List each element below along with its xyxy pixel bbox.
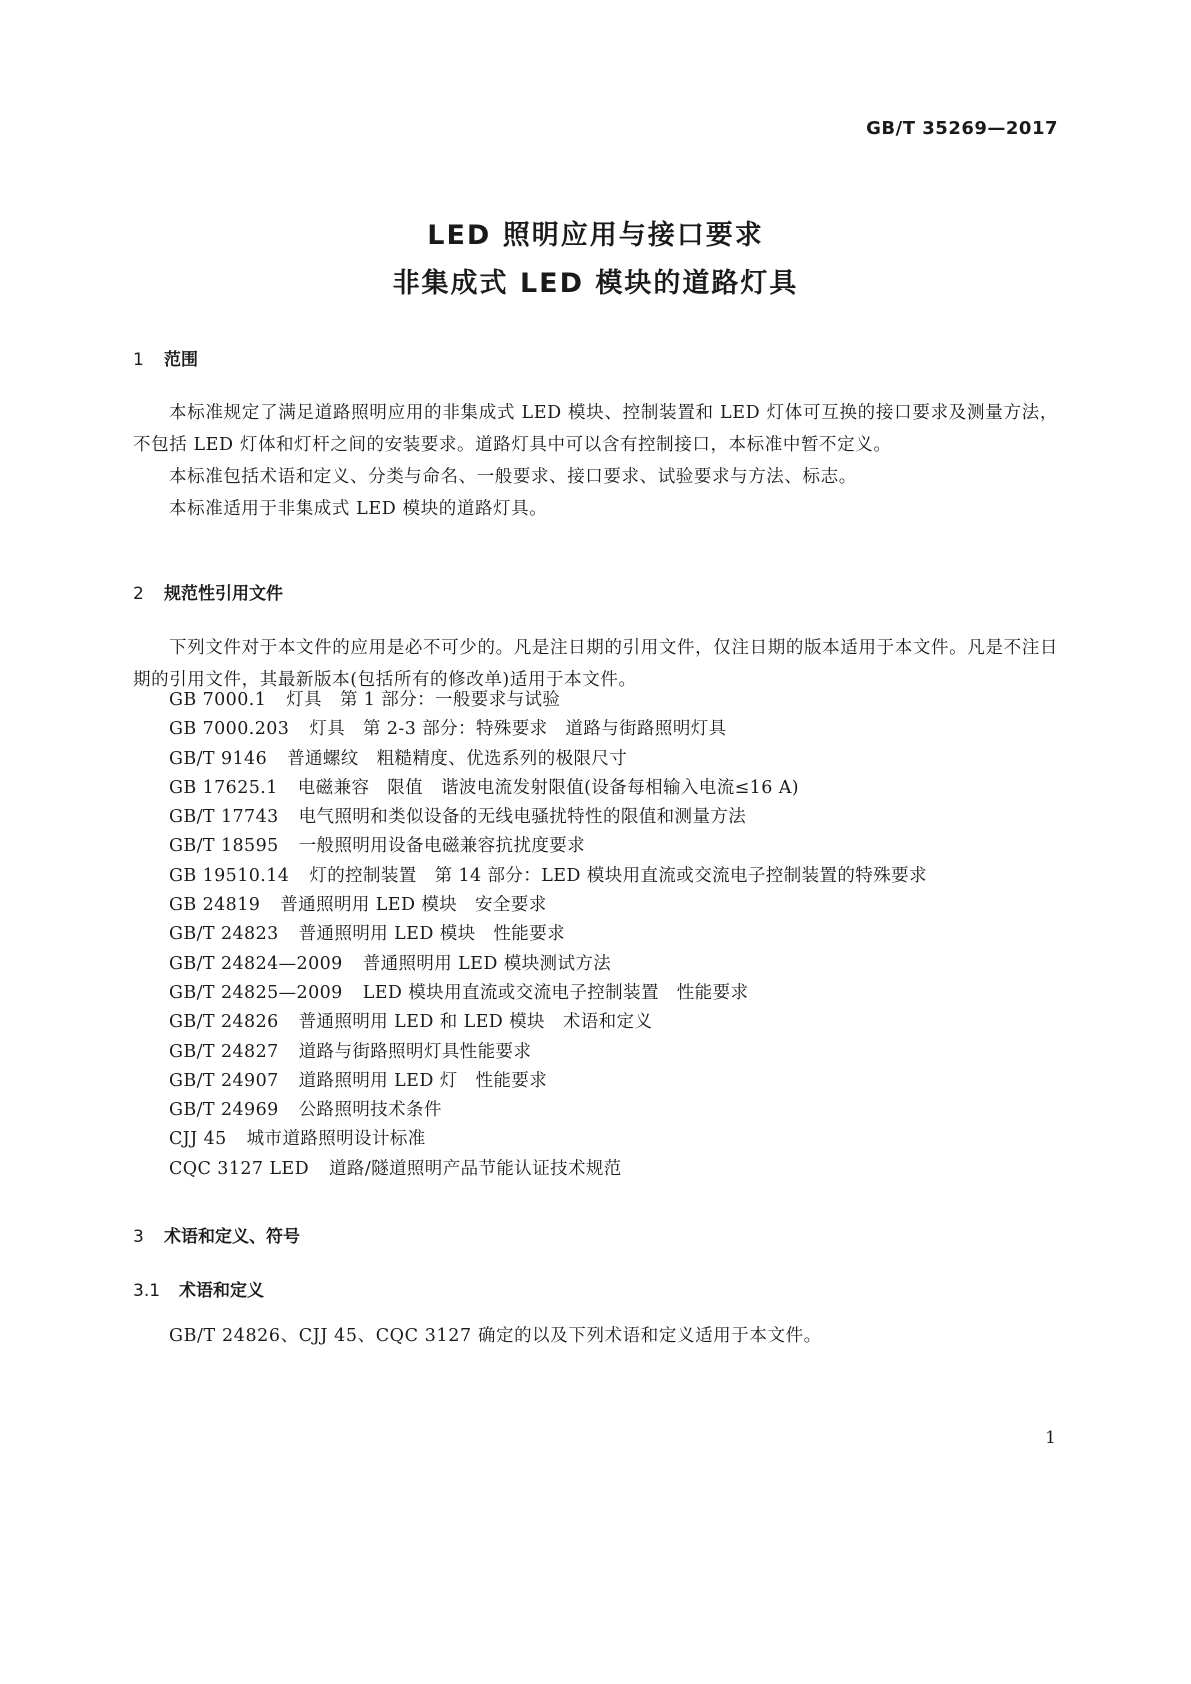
section-title: 规范性引用文件 [164, 584, 283, 604]
page-number: 1 [1045, 1428, 1056, 1448]
reference-list [169, 686, 1049, 1184]
reference-code: GB/T 24826 [169, 1012, 279, 1033]
reference-title: 一般照明用设备电磁兼容抗扰度要求 [298, 836, 586, 857]
section-title: 术语和定义、符号 [164, 1227, 300, 1247]
reference-code: GB 19510.14 [169, 865, 290, 886]
section-number: 3 [133, 1227, 144, 1247]
section-3-1-heading [133, 1276, 264, 1301]
reference-item [169, 950, 1049, 979]
reference-item [169, 832, 1049, 861]
section-number: 1 [133, 350, 144, 370]
reference-title: 普通照明用 LED 模块测试方法 [362, 953, 612, 974]
section-2-heading [133, 579, 283, 604]
reference-item [169, 979, 1049, 1008]
standard-code: GB/T 35269—2017 [866, 118, 1058, 139]
reference-code: CJJ 45 [169, 1129, 227, 1150]
section-3-heading [133, 1222, 300, 1247]
reference-code: GB/T 9146 [169, 748, 268, 769]
reference-code: GB 17625.1 [169, 777, 278, 798]
reference-title: 灯具 第 2-3 部分：特殊要求 道路与街路照明灯具 [309, 719, 727, 740]
reference-code: GB/T 24825—2009 [169, 982, 343, 1003]
reference-title: 道路照明用 LED 灯 性能要求 [298, 1070, 548, 1091]
reference-code: GB/T 24969 [169, 1100, 279, 1121]
reference-code: GB/T 24823 [169, 924, 279, 945]
paragraph: GB/T 24826、CJJ 45、CQC 3127 确定的以及下列术语和定义适用于本文件。 [169, 1326, 822, 1346]
paragraph: 下列文件对于本文件的应用是必不可少的。凡是注日期的引用文件，仅注日期的版本适用于本文件。凡是不注日期的引用文件，其最新版本(包括所有的修改单)适用于本文件。 [133, 638, 1058, 690]
reference-code: GB/T 17743 [169, 807, 279, 828]
section-1-body [133, 397, 1058, 525]
reference-code: GB/T 24827 [169, 1041, 279, 1062]
reference-title: 普通照明用 LED 模块 性能要求 [298, 924, 566, 945]
document-title [0, 212, 1191, 308]
reference-title: 普通照明用 LED 和 LED 模块 术语和定义 [298, 1012, 653, 1033]
reference-item [169, 745, 1049, 774]
reference-item [169, 686, 1049, 715]
paragraph: 本标准规定了满足道路照明应用的非集成式 LED 模块、控制装置和 LED 灯体可互换的接口要求及测量方法，不包括 LED 灯体和灯杆之间的安装要求。道路灯具中可以含有控制接口，本标准中暂不定义。 [133, 403, 1058, 455]
reference-title: 电气照明和类似设备的无线电骚扰特性的限值和测量方法 [298, 807, 747, 828]
reference-item [169, 1067, 1049, 1096]
reference-title: 公路照明技术条件 [298, 1100, 442, 1121]
reference-item [169, 891, 1049, 920]
reference-item [169, 1096, 1049, 1125]
reference-item [169, 920, 1049, 949]
reference-item [169, 1125, 1049, 1154]
reference-title: 道路/隧道照明产品节能认证技术规范 [329, 1158, 622, 1179]
reference-title: 普通螺纹 粗糙精度、优选系列的极限尺寸 [287, 748, 628, 769]
reference-title: 普通照明用 LED 模块 安全要求 [280, 895, 547, 916]
reference-item [169, 1008, 1049, 1037]
reference-title: LED 模块用直流或交流电子控制装置 性能要求 [362, 982, 749, 1003]
reference-item [169, 715, 1049, 744]
reference-item [169, 862, 1049, 891]
paragraph: 本标准适用于非集成式 LED 模块的道路灯具。 [169, 499, 548, 519]
reference-code: GB 7000.1 [169, 690, 267, 710]
reference-title: 城市道路照明设计标准 [246, 1129, 426, 1150]
reference-code: GB/T 18595 [169, 836, 279, 857]
reference-code: GB 7000.203 [169, 719, 290, 740]
reference-item [169, 774, 1049, 803]
section-title: 范围 [164, 350, 198, 370]
reference-item [169, 1038, 1049, 1067]
reference-code: GB/T 24907 [169, 1070, 279, 1091]
title-line-1: LED 照明应用与接口要求 [427, 220, 764, 251]
paragraph: 本标准包括术语和定义、分类与命名、一般要求、接口要求、试验要求与方法、标志。 [169, 467, 857, 487]
section-number: 3.1 [133, 1281, 161, 1301]
reference-title: 电磁兼容 限值 谐波电流发射限值(设备每相输入电流≤16 A) [297, 777, 799, 798]
reference-title: 灯的控制装置 第 14 部分：LED 模块用直流或交流电子控制装置的特殊要求 [309, 865, 927, 886]
section-title: 术语和定义 [179, 1281, 264, 1301]
section-1-heading [133, 345, 198, 370]
reference-item [169, 1155, 1049, 1184]
reference-code: GB 24819 [169, 895, 261, 916]
reference-title: 灯具 第 1 部分：一般要求与试验 [286, 690, 561, 710]
title-line-2: 非集成式 LED 模块的道路灯具 [392, 268, 799, 299]
section-number: 2 [133, 584, 144, 604]
reference-title: 道路与街路照明灯具性能要求 [298, 1041, 532, 1062]
reference-code: CQC 3127 LED [169, 1158, 310, 1179]
section-3-1-body [133, 1320, 1058, 1352]
reference-item [169, 803, 1049, 832]
reference-code: GB/T 24824—2009 [169, 953, 343, 974]
